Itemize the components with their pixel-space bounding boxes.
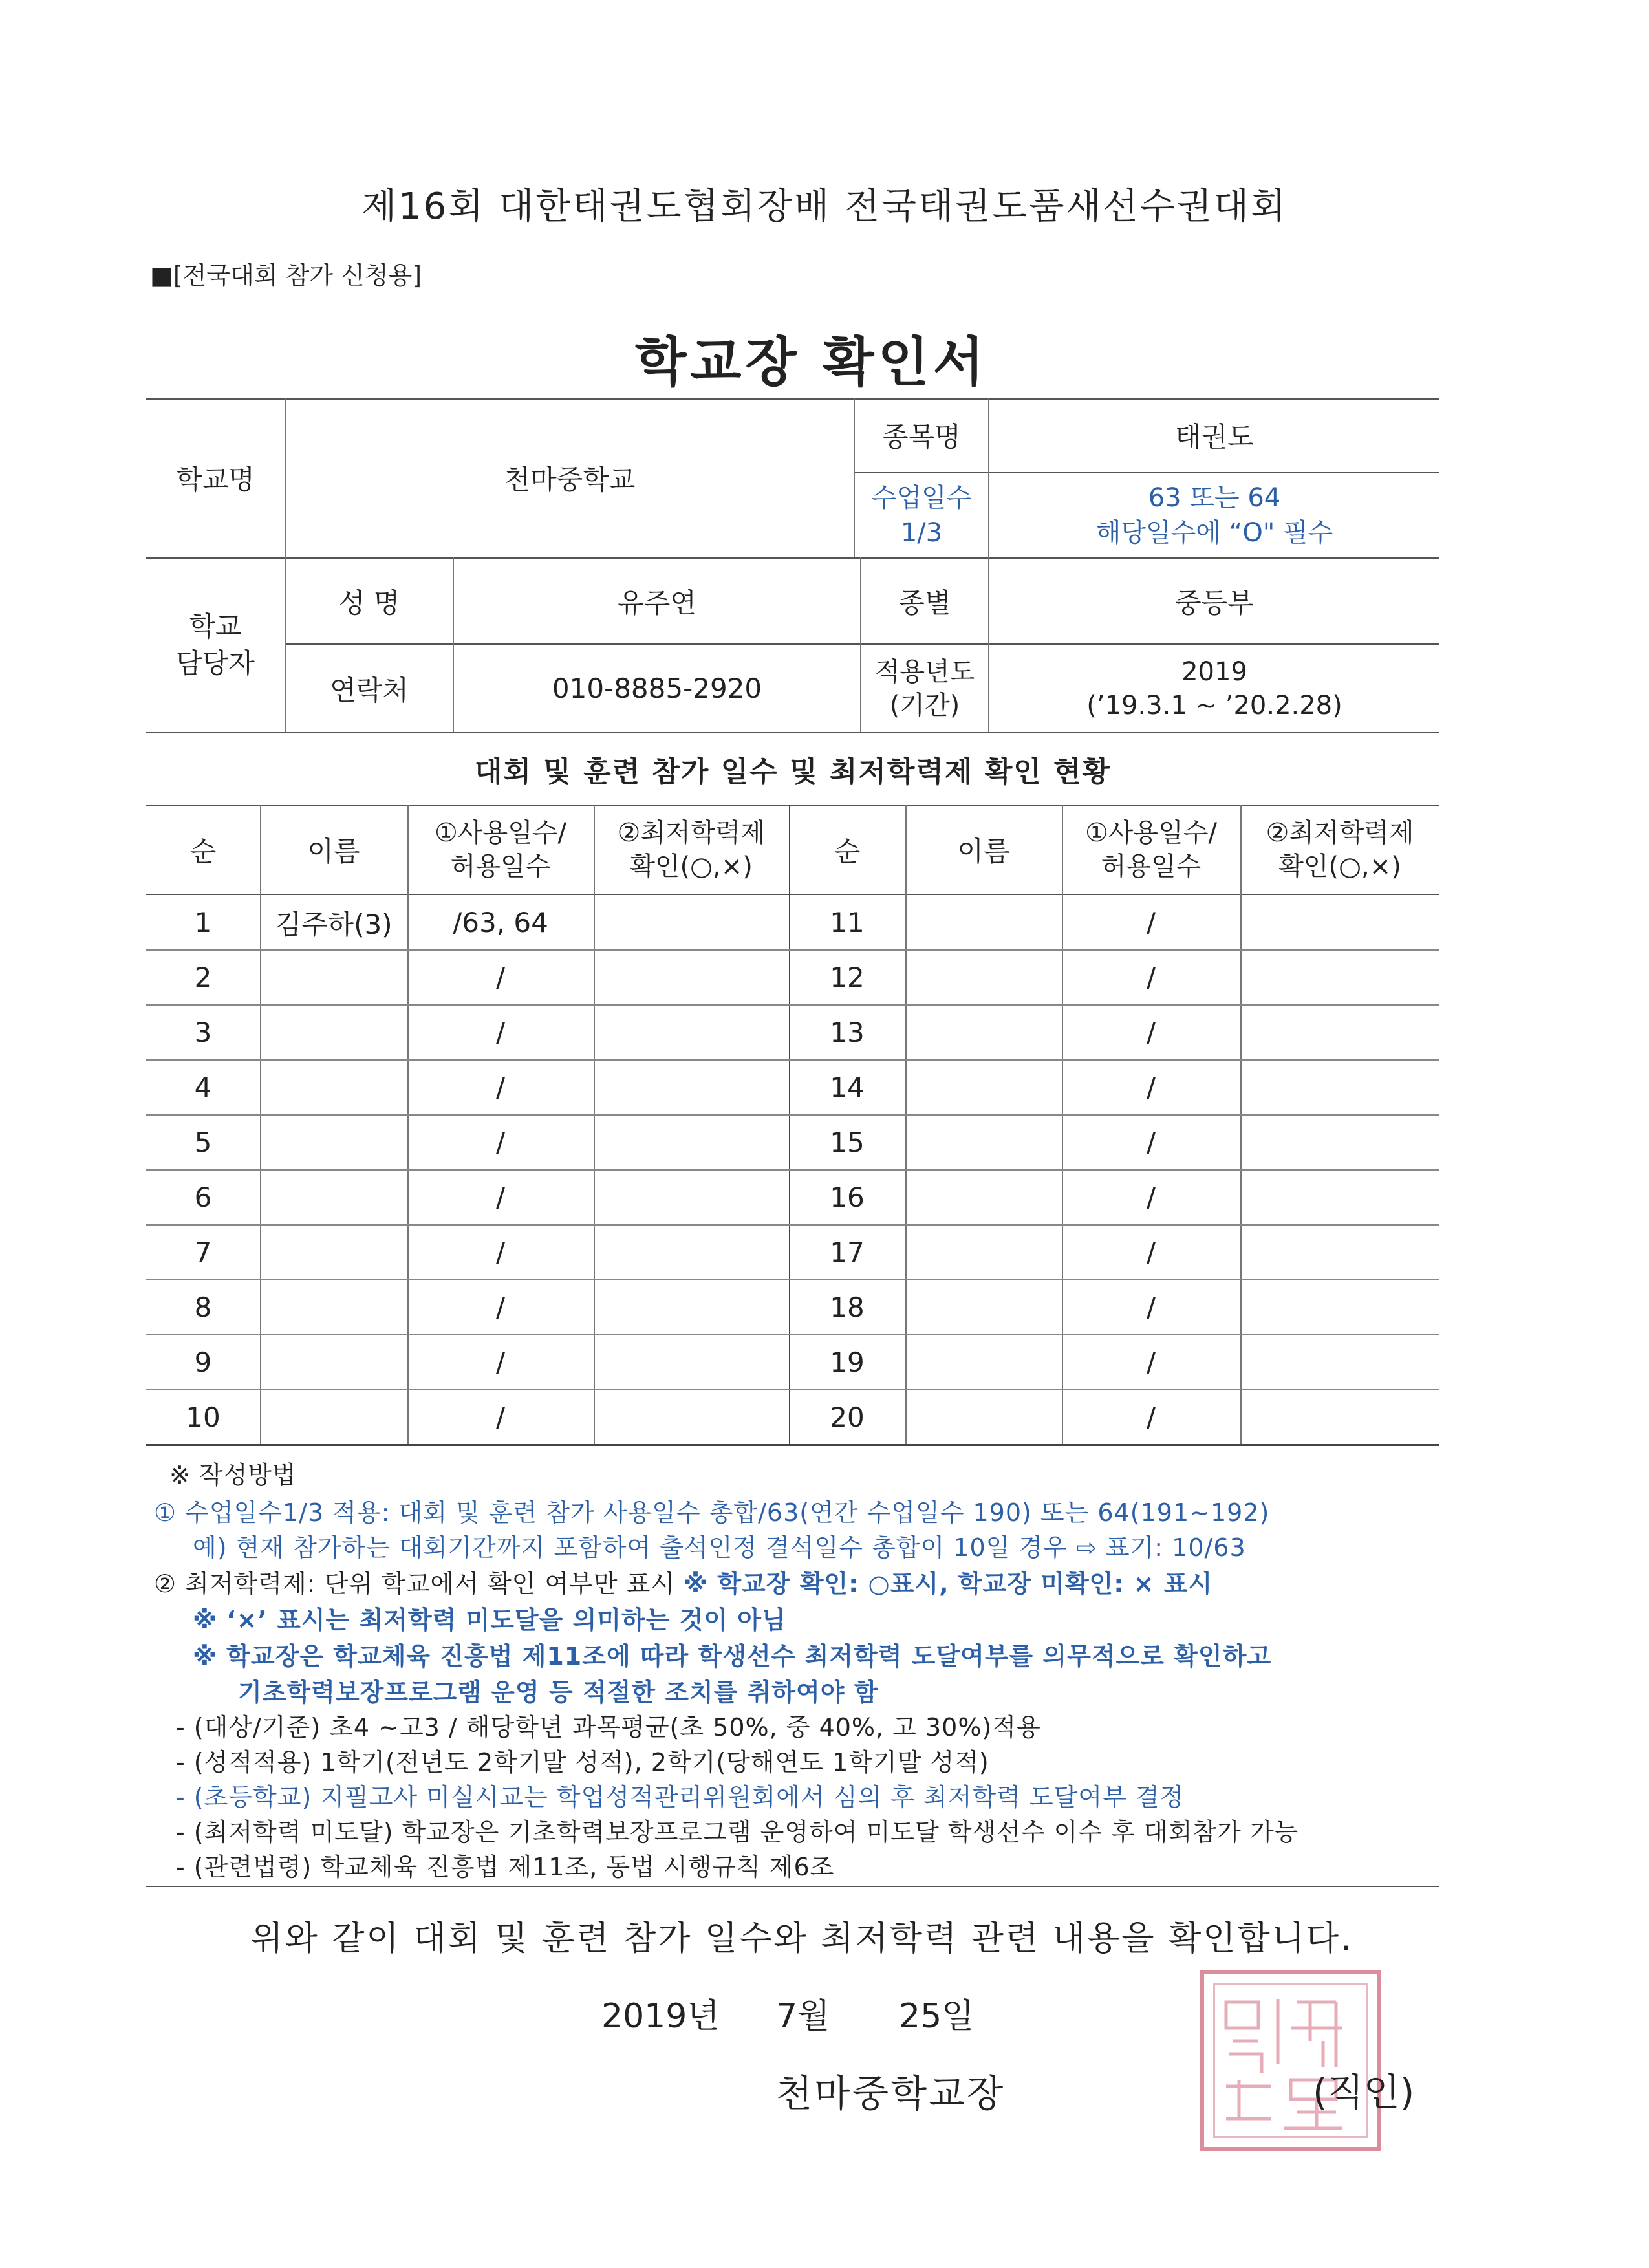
row-check-cell — [1240, 1115, 1439, 1170]
notes-heading: ※ 작성방법 — [169, 1461, 297, 1489]
row-name-cell — [905, 1225, 1062, 1280]
row-days-cell: / — [1146, 907, 1156, 938]
row-no-cell: 17 — [830, 1237, 865, 1268]
row-check-cell — [594, 1060, 789, 1115]
row-days-cell: / — [1146, 1182, 1156, 1213]
col-header-check: ②최저학력제 확인(○,×) — [1266, 818, 1414, 881]
row-name-cell: 김주하(3) — [275, 908, 393, 940]
note-4a: ※ 학교장은 학교체육 진흥법 제11조에 따라 학생선수 최저학력 도달여부를 의무적으로 확인하고 — [193, 1642, 1272, 1670]
row-days-cell: / — [495, 1127, 506, 1158]
date-month: 7월 — [776, 1997, 830, 2036]
row-no-cell: 13 — [830, 1017, 865, 1048]
table-row-rule — [146, 1059, 1439, 1061]
row-no-cell: 16 — [830, 1182, 865, 1213]
row-name-cell — [260, 1280, 407, 1335]
row-check-cell — [1240, 1335, 1439, 1390]
row-name-cell — [260, 1170, 407, 1225]
table-row-rule — [146, 1334, 1439, 1335]
row-no-cell: 1 — [194, 907, 212, 938]
row-no-cell: 18 — [830, 1291, 865, 1323]
date-day: 25일 — [899, 1997, 975, 2036]
row-days-cell: / — [495, 962, 506, 993]
row-check-cell — [1240, 1390, 1439, 1445]
row-days-cell: / — [1146, 962, 1156, 993]
col-header-no: 순 — [834, 836, 861, 867]
days-label: 수업일수 1/3 — [871, 483, 972, 548]
school-label: 학교명 — [176, 464, 255, 495]
row-days-cell: / — [495, 1346, 506, 1378]
name-label: 성 명 — [338, 587, 400, 619]
row-no-cell: 8 — [194, 1291, 212, 1323]
type-label: 종별 — [898, 587, 951, 619]
row-name-cell — [260, 1005, 407, 1060]
event-label: 종목명 — [882, 421, 961, 453]
row-name-cell — [905, 1005, 1062, 1060]
type-value: 중등부 — [1175, 587, 1254, 619]
row-no-cell: 10 — [186, 1401, 221, 1433]
row-name-cell — [260, 950, 407, 1005]
row-days-cell: / — [495, 1291, 506, 1323]
table-row-rule — [146, 1224, 1439, 1226]
row-check-cell — [1240, 1280, 1439, 1335]
row-days-cell: / — [1146, 1291, 1156, 1323]
row-check-cell — [594, 950, 789, 1005]
row-name-cell — [905, 1335, 1062, 1390]
event-value: 태권도 — [1175, 421, 1254, 453]
col-header-name: 이름 — [957, 836, 1010, 867]
col-header-no: 순 — [189, 836, 217, 867]
row-no-cell: 7 — [194, 1237, 212, 1268]
year-label: 적용년도 (기간) — [874, 656, 975, 720]
row-name-cell — [905, 1390, 1062, 1445]
row-name-cell — [905, 1115, 1062, 1170]
row-name-cell — [905, 895, 1062, 950]
row-no-cell: 19 — [830, 1346, 865, 1378]
status-title: 대회 및 훈련 참가 일수 및 최저학력제 확인 현황 — [474, 755, 1112, 788]
row-name-cell — [260, 1225, 407, 1280]
row-name-cell — [905, 950, 1062, 1005]
table-row-rule — [146, 1004, 1439, 1006]
row-no-cell: 20 — [830, 1401, 865, 1433]
name-value: 유주연 — [618, 587, 696, 619]
row-check-cell — [1240, 1060, 1439, 1115]
document-title: 학교장 확인서 — [635, 332, 988, 393]
row-name-cell — [905, 1280, 1062, 1335]
row-no-cell: 9 — [194, 1346, 212, 1378]
official-seal — [1200, 1970, 1381, 2151]
row-no-cell: 3 — [194, 1017, 212, 1048]
note-2 — [154, 1564, 1212, 1599]
detail-5: - (관련법령) 학교체육 진흥법 제11조, 동법 시행규칙 제6조 — [176, 1853, 835, 1881]
contact-label: 연락처 — [330, 674, 409, 706]
row-check-cell — [594, 1005, 789, 1060]
note-1b: 예) 현재 참가하는 대회기간까지 포함하여 출석인정 결석일수 총합이 10일 경우 ⇨ 표기: 10/63 — [193, 1533, 1246, 1562]
col-header-days: ①사용일수/ 허용일수 — [1085, 818, 1217, 881]
row-no-cell: 6 — [194, 1182, 212, 1213]
row-name-cell — [260, 1335, 407, 1390]
row-days-cell: / — [1146, 1237, 1156, 1268]
row-check-cell — [594, 895, 789, 950]
year-value: 2019 (’19.3.1 ~ ’20.2.28) — [1086, 656, 1342, 720]
row-no-cell: 4 — [194, 1072, 212, 1103]
row-no-cell: 15 — [830, 1127, 865, 1158]
detail-4: - (최저학력 미도달) 학교장은 기초학력보장프로그램 운영하여 미도달 학생선수 이수 후 대회참가 가능 — [176, 1818, 1299, 1846]
note-2-highlight: ※ 학교장 확인: ○표시, 학교장 미확인: × 표시 — [684, 1570, 1213, 1598]
row-check-cell — [1240, 1225, 1439, 1280]
row-check-cell — [594, 1335, 789, 1390]
detail-2: - (성적적용) 1학기(전년도 2학기말 성적), 2학기(당해연도 1학기말 성적) — [176, 1748, 989, 1777]
row-name-cell — [260, 1390, 407, 1445]
row-check-cell — [1240, 1005, 1439, 1060]
row-days-cell: / — [495, 1017, 506, 1048]
row-days-cell: /63, 64 — [453, 907, 548, 938]
table-row-rule — [146, 1114, 1439, 1116]
table-row-rule — [146, 1389, 1439, 1390]
row-check-cell — [594, 1280, 789, 1335]
row-name-cell — [905, 1060, 1062, 1115]
row-check-cell — [594, 1390, 789, 1445]
col-header-name: 이름 — [307, 836, 360, 867]
row-check-cell — [1240, 950, 1439, 1005]
row-days-cell: / — [495, 1401, 506, 1433]
seal-label: (직인) — [1313, 2070, 1415, 2114]
confirmation-sentence: 위와 같이 대회 및 훈련 참가 일수와 최저학력 관련 내용을 확인합니다. — [250, 1919, 1353, 1958]
row-no-cell: 11 — [830, 907, 865, 938]
note-3: ※ ‘×’ 표시는 최저학력 미도달을 의미하는 것이 아님 — [193, 1606, 786, 1634]
col-header-check: ②최저학력제 확인(○,×) — [617, 818, 766, 881]
row-days-cell: / — [1146, 1072, 1156, 1103]
contact-value: 010-8885-2920 — [552, 673, 762, 704]
table-row-rule — [146, 1444, 1439, 1446]
table-row-rule — [146, 1279, 1439, 1280]
manager-label: 학교 담당자 — [176, 610, 255, 679]
row-no-cell: 5 — [194, 1127, 212, 1158]
school-value: 천마중학교 — [504, 464, 636, 495]
detail-1: - (대상/기준) 초4 ~고3 / 해당학년 과목평균(초 50%, 중 40%, 고 30%)적용 — [176, 1713, 1041, 1742]
event-title: 제16회 대한태권도협회장배 전국태권도품새선수권대회 — [361, 186, 1288, 228]
notes-bottom-rule — [146, 1886, 1439, 1887]
form-tag: ■[전국대회 참가 신청용] — [150, 261, 422, 290]
row-days-cell: / — [1146, 1127, 1156, 1158]
table-row-rule — [146, 1169, 1439, 1171]
row-days-cell: / — [495, 1237, 506, 1268]
row-days-cell: / — [1146, 1401, 1156, 1433]
principal-name: 천마중학교장 — [776, 2071, 1006, 2115]
col-header-days: ①사용일수/ 허용일수 — [435, 818, 566, 881]
row-name-cell — [260, 1115, 407, 1170]
detail-3: - (초등학교) 지필고사 미실시교는 학업성적관리위원회에서 심의 후 최저학력 도달여부 결정 — [176, 1783, 1185, 1811]
row-check-cell — [1240, 895, 1439, 950]
row-no-cell: 14 — [830, 1072, 865, 1103]
row-no-cell: 12 — [830, 962, 865, 993]
row-no-cell: 2 — [194, 962, 212, 993]
row-days-cell: / — [495, 1182, 506, 1213]
note-4b: 기초학력보장프로그램 운영 등 적절한 조치를 취하여야 함 — [238, 1678, 879, 1707]
date-year: 2019년 — [601, 1997, 720, 2036]
row-days-cell: / — [495, 1072, 506, 1103]
row-days-cell: / — [1146, 1017, 1156, 1048]
days-value: 63 또는 64 해당일수에 “O" 필수 — [1095, 483, 1333, 548]
row-check-cell — [594, 1225, 789, 1280]
row-name-cell — [905, 1170, 1062, 1225]
row-check-cell — [594, 1170, 789, 1225]
table-row-rule — [146, 949, 1439, 951]
row-name-cell — [260, 1060, 407, 1115]
note-2-text: ② 최저학력제: 단위 학교에서 확인 여부만 표시 — [154, 1570, 684, 1598]
row-days-cell: / — [1146, 1346, 1156, 1378]
row-check-cell — [594, 1115, 789, 1170]
note-1a: ① 수업일수1/3 적용: 대회 및 훈련 참가 사용일수 총합/63(연간 수업일수 190) 또는 64(191~192) — [154, 1498, 1270, 1527]
row-check-cell — [1240, 1170, 1439, 1225]
